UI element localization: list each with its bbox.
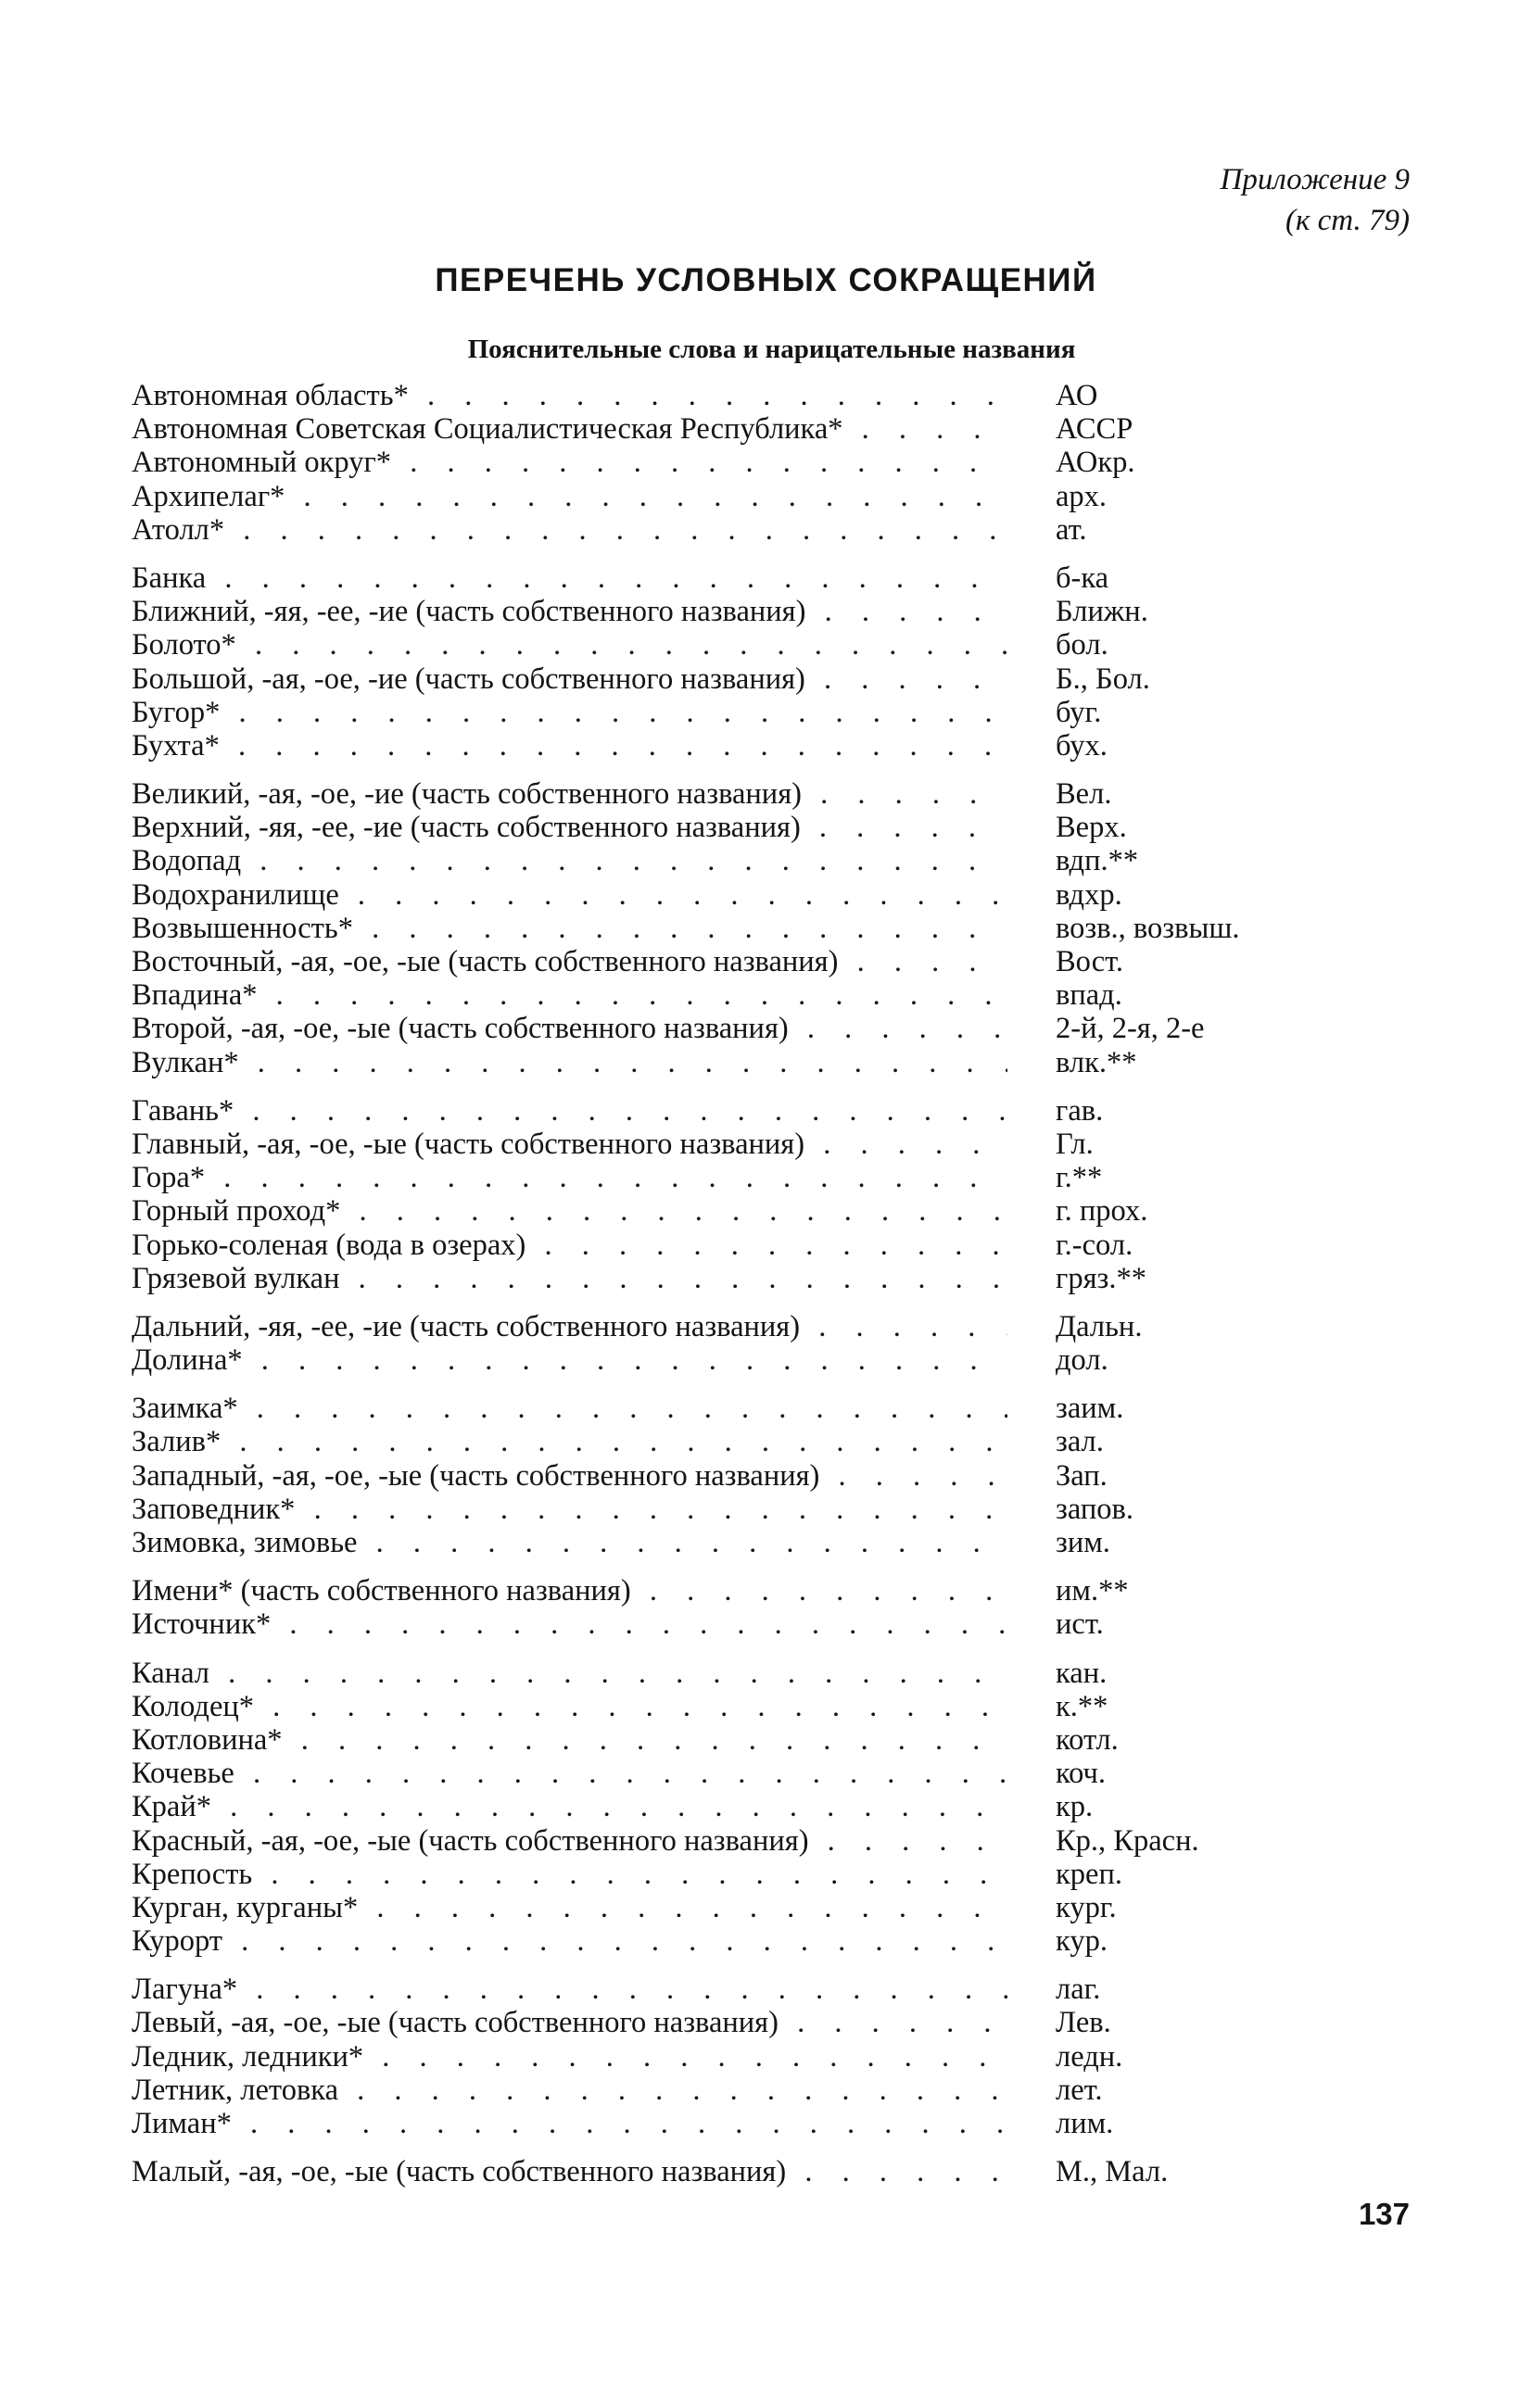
entry-abbreviation: Дальн. (1056, 1309, 1143, 1343)
list-item (132, 379, 1281, 412)
entry-abbreviation: кан. (1056, 1656, 1108, 1690)
entry-abbreviation: буг. (1056, 695, 1102, 729)
entry-abbreviation: Зап. (1056, 1458, 1108, 1493)
entry-term: Канал . . . (132, 1657, 1007, 1690)
entry-term: Источник* . . . (132, 1607, 1007, 1641)
list-item (132, 662, 1281, 696)
entry-abbreviation: гряз.** (1056, 1261, 1146, 1295)
entry-term: Восточный, -ая, -ое, -ые (часть собственного названия) . . . (132, 945, 1007, 978)
entry-abbreviation: арх. (1056, 479, 1108, 513)
entry-term: Заповедник* . . . (132, 1493, 1007, 1526)
entry-abbreviation: зал. (1056, 1425, 1104, 1459)
entry-abbreviation: вдп.** (1056, 844, 1139, 878)
entry-abbreviation: ат. (1056, 512, 1087, 547)
entry-term: Автономный округ* . . . (132, 446, 1007, 479)
abbreviation-list (132, 379, 1281, 2203)
entry-term: Грязевой вулкан . . . (132, 1262, 1007, 1295)
entry-abbreviation: запов. (1056, 1492, 1133, 1526)
entry-abbreviation: г.-сол. (1056, 1228, 1133, 1262)
list-item (132, 729, 1281, 763)
entry-abbreviation: вдхр. (1056, 877, 1122, 912)
entry-term: Курган, курганы* . . . (132, 1891, 1007, 1924)
entry-term: Вулкан* . . . (132, 1046, 1007, 1079)
entry-abbreviation: ледн. (1056, 2039, 1123, 2074)
entry-abbreviation: Б., Бол. (1056, 662, 1150, 696)
entry-term: Автономная Советская Социалистическая Республика* . . . (132, 412, 1007, 446)
entry-abbreviation: дол. (1056, 1343, 1108, 1378)
letter-group (132, 379, 1281, 547)
entry-term: Возвышенность* . . . (132, 912, 1007, 945)
section-subtitle: Пояснительные слова и нарицательные названия (467, 334, 1076, 364)
entry-term: Гавань* . . . (132, 1094, 1007, 1128)
entry-abbreviation: АО (1056, 379, 1098, 412)
entry-abbreviation: впад. (1056, 978, 1122, 1013)
entry-abbreviation: кург. (1056, 1890, 1117, 1924)
entry-abbreviation: зим. (1056, 1526, 1110, 1559)
list-item (132, 2074, 1281, 2107)
entry-abbreviation: лаг. (1056, 1973, 1101, 2007)
entry-abbreviation: Кр., Красн. (1056, 1823, 1199, 1858)
entry-abbreviation: Лев. (1056, 2006, 1111, 2040)
list-item (132, 412, 1281, 446)
entry-abbreviation: влк.** (1056, 1045, 1137, 1079)
entry-abbreviation: ист. (1056, 1607, 1104, 1642)
entry-term: Архипелаг* . . . (132, 480, 1007, 513)
list-item (132, 696, 1281, 729)
entry-abbreviation: гав. (1056, 1093, 1104, 1128)
list-item (132, 1094, 1281, 1128)
entry-term: Край* . . . (132, 1790, 1007, 1823)
letter-group (132, 1392, 1281, 1559)
list-item (132, 1459, 1281, 1493)
appendix-label: Приложение 9 (1220, 163, 1410, 196)
list-item (132, 945, 1281, 978)
entry-abbreviation: заим. (1056, 1392, 1124, 1426)
entry-abbreviation: котл. (1056, 1722, 1119, 1757)
list-item (132, 1824, 1281, 1858)
list-item (132, 1392, 1281, 1425)
entry-term: Большой, -ая, -ое, -ие (часть собственного названия) . . . (132, 662, 1007, 696)
entry-term: Болото* . . . (132, 628, 1007, 662)
entry-term: Крепость . . . (132, 1858, 1007, 1891)
entry-abbreviation: Ближн. (1056, 595, 1148, 629)
page-number: 137 (1358, 2197, 1410, 2231)
list-item (132, 844, 1281, 877)
entry-term: Верхний, -яя, -ее, -ие (часть собственного названия) . . . (132, 811, 1007, 844)
entry-abbreviation: кур. (1056, 1924, 1108, 1959)
letter-group (132, 1973, 1281, 2140)
entry-abbreviation: к.** (1056, 1689, 1108, 1723)
entry-abbreviation: АОкр. (1056, 446, 1135, 480)
page-title: ПЕРЕЧЕНЬ УСЛОВНЫХ СОКРАЩЕНИЙ (435, 262, 1097, 298)
list-item (132, 1012, 1281, 1045)
entry-abbreviation: бух. (1056, 728, 1108, 763)
entry-term: Дальний, -яя, -ее, -ие (часть собственного названия) . . . (132, 1310, 1007, 1343)
list-item (132, 513, 1281, 547)
list-item (132, 1229, 1281, 1262)
entry-abbreviation: 2-й, 2-я, 2-е (1056, 1012, 1205, 1046)
entry-abbreviation: г. прох. (1056, 1194, 1148, 1229)
list-item (132, 2155, 1281, 2188)
list-item (132, 1310, 1281, 1343)
entry-abbreviation: М., Мал. (1056, 2155, 1169, 2189)
entry-term: Банка . . . (132, 561, 1007, 595)
list-item (132, 2006, 1281, 2039)
entry-abbreviation: б-ка (1056, 561, 1109, 595)
list-item (132, 1723, 1281, 1757)
letter-group (132, 1657, 1281, 1959)
entry-term: Бугор* . . . (132, 696, 1007, 729)
entry-abbreviation: лим. (1056, 2107, 1114, 2140)
entry-term: Ледник, ледники* . . . (132, 2040, 1007, 2074)
entry-term: Западный, -ая, -ое, -ые (часть собственного названия) . . . (132, 1459, 1007, 1493)
entry-abbreviation: им.** (1056, 1574, 1129, 1608)
entry-abbreviation: Вел. (1056, 777, 1112, 812)
list-item (132, 1046, 1281, 1079)
entry-abbreviation: лет. (1056, 2073, 1103, 2107)
list-item (132, 1924, 1281, 1958)
list-item (132, 912, 1281, 945)
entry-term: Водопад . . . (132, 844, 1007, 877)
entry-term: Котловина* . . . (132, 1723, 1007, 1757)
entry-term: Зимовка, зимовье . . . (132, 1526, 1007, 1559)
entry-abbreviation: г.** (1056, 1161, 1103, 1195)
entry-term: Имени* (часть собственного названия) . . . (132, 1574, 1007, 1607)
list-item (132, 1574, 1281, 1607)
letter-group (132, 561, 1281, 763)
entry-abbreviation: возв., возвыш. (1056, 911, 1240, 945)
entry-term: Автономная область* . . . (132, 379, 1007, 412)
page-reference: (к ст. 79) (1285, 204, 1410, 237)
entry-term: Залив* . . . (132, 1425, 1007, 1458)
entry-abbreviation: креп. (1056, 1857, 1122, 1891)
list-item (132, 561, 1281, 595)
entry-term: Курорт . . . (132, 1924, 1007, 1958)
list-item (132, 628, 1281, 662)
letter-group (132, 1094, 1281, 1295)
list-item (132, 480, 1281, 513)
entry-term: Гора* . . . (132, 1161, 1007, 1194)
entry-abbreviation: коч. (1056, 1757, 1107, 1791)
entry-term: Бухта* . . . (132, 729, 1007, 763)
entry-abbreviation: бол. (1056, 628, 1108, 662)
list-item (132, 1194, 1281, 1228)
list-item (132, 1790, 1281, 1823)
entry-abbreviation: Верх. (1056, 811, 1127, 845)
list-item (132, 1891, 1281, 1924)
list-item (132, 1262, 1281, 1295)
list-item (132, 1757, 1281, 1790)
list-item (132, 1161, 1281, 1194)
letter-group (132, 1574, 1281, 1641)
list-item (132, 1858, 1281, 1891)
entry-abbreviation: Вост. (1056, 945, 1124, 978)
entry-term: Малый, -ая, -ое, -ые (часть собственного названия) . . . (132, 2155, 1007, 2188)
entry-term: Горный проход* . . . (132, 1194, 1007, 1228)
entry-term: Заимка* . . . (132, 1392, 1007, 1425)
letter-group (132, 2155, 1281, 2188)
entry-abbreviation: кр. (1056, 1790, 1094, 1824)
entry-term: Водохранилище . . . (132, 878, 1007, 912)
list-item (132, 2040, 1281, 2074)
list-item (132, 1343, 1281, 1377)
entry-term: Атолл* . . . (132, 513, 1007, 547)
list-item (132, 595, 1281, 628)
list-item (132, 1425, 1281, 1458)
entry-term: Впадина* . . . (132, 978, 1007, 1012)
list-item (132, 811, 1281, 844)
entry-term: Долина* . . . (132, 1343, 1007, 1377)
list-item (132, 1690, 1281, 1723)
entry-term: Колодец* . . . (132, 1690, 1007, 1723)
list-item (132, 777, 1281, 811)
list-item (132, 2107, 1281, 2140)
entry-term: Великий, -ая, -ое, -ие (часть собственного названия) . . . (132, 777, 1007, 811)
list-item (132, 1526, 1281, 1559)
entry-term: Горько-соленая (вода в озерах) . . . (132, 1229, 1007, 1262)
list-item (132, 446, 1281, 479)
list-item (132, 1657, 1281, 1690)
entry-term: Красный, -ая, -ое, -ые (часть собственного названия) . . . (132, 1824, 1007, 1858)
entry-term: Лиман* . . . (132, 2107, 1007, 2140)
entry-term: Кочевье . . . (132, 1757, 1007, 1790)
entry-term: Главный, -ая, -ое, -ые (часть собственного названия) . . . (132, 1128, 1007, 1161)
list-item (132, 878, 1281, 912)
list-item (132, 978, 1281, 1012)
appendix-header (1095, 159, 1410, 241)
letter-group (132, 1310, 1281, 1377)
entry-term: Ближний, -яя, -ее, -ие (часть собственного названия) . . . (132, 595, 1007, 628)
list-item (132, 1973, 1281, 2006)
entry-term: Второй, -ая, -ое, -ые (часть собственного названия) . . . (132, 1012, 1007, 1045)
entry-abbreviation: АССР (1056, 412, 1133, 447)
entry-term: Летник, летовка . . . (132, 2074, 1007, 2107)
letter-group (132, 777, 1281, 1079)
list-item (132, 1128, 1281, 1161)
list-item (132, 1607, 1281, 1641)
entry-abbreviation: Гл. (1056, 1127, 1094, 1161)
list-item (132, 1493, 1281, 1526)
entry-term: Лагуна* . . . (132, 1973, 1007, 2006)
entry-term: Левый, -ая, -ое, -ые (часть собственного названия) . . . (132, 2006, 1007, 2039)
